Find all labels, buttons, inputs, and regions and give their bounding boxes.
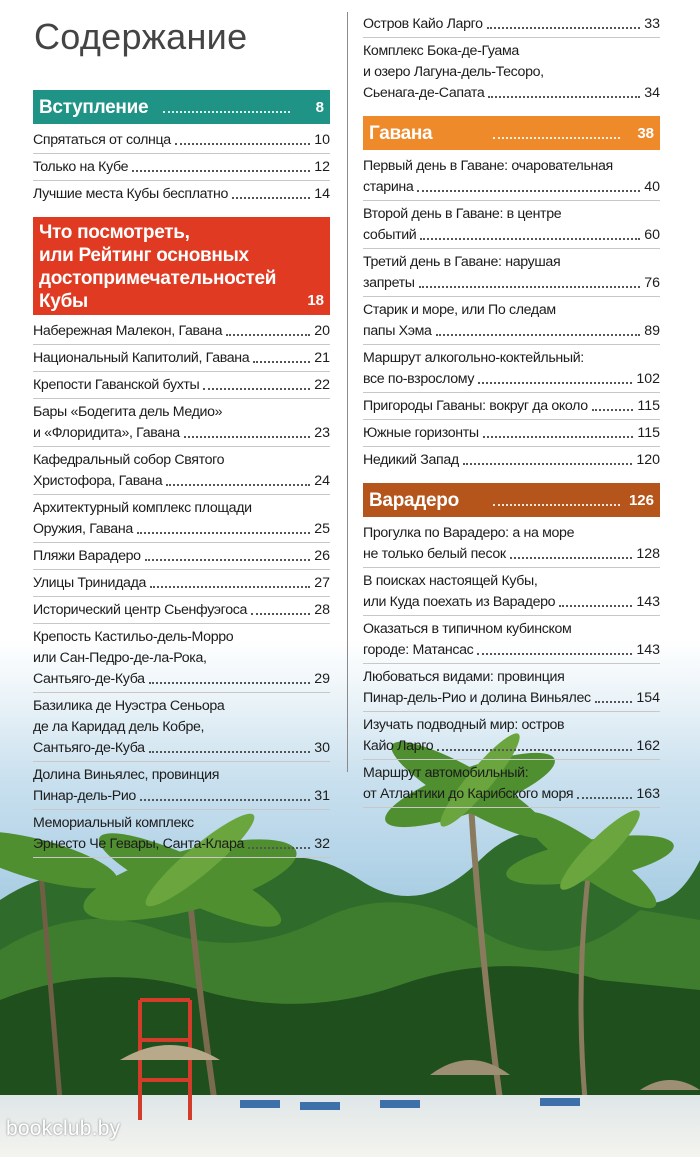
toc-entry-text: городе: Матансас [363, 642, 474, 658]
page-title: Содержание [34, 16, 248, 57]
toc-entry-text: Маршрут алкогольно-коктейльный: [363, 350, 584, 366]
entry-separator [33, 809, 330, 810]
toc-entry[interactable] [363, 252, 660, 294]
entry-separator [363, 615, 660, 616]
toc-entry[interactable] [363, 396, 660, 417]
toc-entry-text: Любоваться видами: провинция [363, 669, 565, 685]
toc-leader-dots [463, 463, 633, 465]
toc-page-number: 26 [314, 548, 330, 564]
section-title: Гавана [369, 123, 433, 144]
entry-separator [33, 398, 330, 399]
toc-page-number: 10 [314, 132, 330, 148]
toc-entry[interactable] [363, 619, 660, 661]
toc-entry-text: Недикий Запад [363, 452, 459, 468]
entry-separator [33, 494, 330, 495]
toc-entry-text: старина [363, 179, 414, 195]
toc-leader-dots [592, 409, 634, 411]
section-page-number: 8 [315, 99, 324, 116]
toc-entry-text: все по-взрослому [363, 371, 475, 387]
toc-page-number: 60 [644, 227, 660, 243]
toc-leader-dots [137, 532, 310, 534]
entry-separator [33, 542, 330, 543]
toc-entry-text: Изучать подводный мир: остров [363, 717, 565, 733]
section-leader-dots [493, 137, 620, 139]
toc-entry-text: Улицы Тринидада [33, 575, 147, 591]
entry-separator [363, 446, 660, 447]
toc-entry[interactable] [33, 375, 330, 396]
toc-leader-dots [145, 559, 311, 561]
section-page-number: 18 [307, 292, 324, 309]
toc-entry-text: Пинар-дель-Рио и долина Виньялес [363, 690, 591, 706]
toc-entry-text: Пляжи Варадеро [33, 548, 141, 564]
toc-entry-text: Долина Виньялес, провинция [33, 767, 220, 783]
section-title: Что посмотреть, или Рейтинг основных достопримечательностей Кубы [39, 222, 277, 312]
section-gap [363, 473, 660, 483]
toc-entry-text: Лучшие места Кубы бесплатно [33, 186, 229, 202]
toc-leader-dots [436, 334, 641, 336]
entry-separator [363, 392, 660, 393]
toc-page-number: 34 [644, 85, 660, 101]
entry-separator [363, 344, 660, 345]
toc-leader-dots [417, 190, 640, 192]
toc-leader-dots [150, 586, 310, 588]
toc-entry[interactable] [33, 130, 330, 151]
toc-leader-dots [203, 388, 310, 390]
toc-page-number: 32 [314, 836, 330, 852]
toc-page-number: 102 [636, 371, 660, 387]
toc-leader-dots [559, 605, 632, 607]
toc-entry[interactable] [363, 41, 660, 104]
toc-entry-text: Христофора, Гавана [33, 473, 163, 489]
entry-separator [33, 446, 330, 447]
toc-entry[interactable] [363, 450, 660, 471]
toc-page-number: 163 [636, 786, 660, 802]
toc-entry[interactable] [33, 600, 330, 621]
toc-entry[interactable] [33, 813, 330, 855]
toc-leader-dots [166, 484, 310, 486]
entry-separator [33, 761, 330, 762]
toc-leader-dots [420, 238, 640, 240]
section-leader-dots [493, 504, 620, 506]
toc-page-number: 143 [636, 642, 660, 658]
toc-page-number: 128 [636, 546, 660, 562]
toc-leader-dots [253, 361, 310, 363]
toc-entry-text: Первый день в Гаване: очаровательная [363, 158, 613, 174]
toc-entry-text: Пригороды Гаваны: вокруг да около [363, 398, 588, 414]
toc-entry-text: Бары «Бодегита дель Медио» [33, 404, 223, 420]
toc-page-number: 25 [314, 521, 330, 537]
toc-leader-dots [478, 382, 632, 384]
toc-entry[interactable] [363, 667, 660, 709]
entry-separator [363, 296, 660, 297]
toc-entry[interactable] [33, 765, 330, 807]
toc-page-number: 23 [314, 425, 330, 441]
toc-entry-text: Остров Кайо Ларго [363, 16, 483, 32]
toc-page-number: 24 [314, 473, 330, 489]
toc-leader-dots [149, 751, 311, 753]
entry-separator [33, 371, 330, 372]
toc-leader-dots [487, 27, 641, 29]
entry-separator [363, 759, 660, 760]
watermark: bookclub.by [6, 1117, 121, 1140]
toc-leader-dots [184, 436, 310, 438]
toc-page-number: 115 [637, 425, 660, 441]
toc-entry[interactable] [33, 696, 330, 759]
toc-entry-text: и «Флоридита», Гавана [33, 425, 180, 441]
toc-entry-text: Спрятаться от солнца [33, 132, 171, 148]
column-divider [347, 12, 348, 772]
toc-leader-dots [232, 197, 310, 199]
entry-separator [363, 807, 660, 808]
entry-separator [363, 419, 660, 420]
toc-entry-text: или Куда поехать из Варадеро [363, 594, 556, 610]
toc-entry[interactable] [33, 184, 330, 205]
toc-right-column [363, 14, 660, 811]
toc-leader-dots [477, 653, 632, 655]
toc-page-number: 28 [314, 602, 330, 618]
toc-entry-text: Комплекс Бока-де-Гуама [363, 43, 519, 59]
toc-entry-text: Оказаться в типичном кубинском [363, 621, 572, 637]
toc-page-number: 27 [314, 575, 330, 591]
toc-entry[interactable] [33, 402, 330, 444]
toc-entry-text: не только белый песок [363, 546, 506, 562]
entry-separator [33, 692, 330, 693]
toc-entry-text: Пинар-дель-Рио [33, 788, 136, 804]
toc-leader-dots [175, 143, 310, 145]
toc-leader-dots [595, 701, 633, 703]
toc-entry-text: Третий день в Гаване: нарушая [363, 254, 561, 270]
toc-leader-dots [488, 96, 640, 98]
toc-entry-text: Национальный Капитолий, Гавана [33, 350, 250, 366]
toc-entry-text: Эрнесто Че Гевары, Санта-Клара [33, 836, 245, 852]
toc-entry-text: Второй день в Гаване: в центре [363, 206, 562, 222]
toc-page-number: 20 [314, 323, 330, 339]
entry-separator [33, 596, 330, 597]
toc-entry-text: папы Хэма [363, 323, 432, 339]
toc-entry[interactable] [363, 523, 660, 565]
section-header[interactable] [33, 90, 330, 124]
entry-separator [33, 180, 330, 181]
section-page-number: 126 [628, 492, 654, 509]
toc-page-number: 154 [636, 690, 660, 706]
toc-entry-text: Кафедральный собор Святого [33, 452, 225, 468]
toc-page-number: 22 [314, 377, 330, 393]
toc-entry-text: Набережная Малекон, Гавана [33, 323, 223, 339]
toc-entry-text: Крепости Гаванской бухты [33, 377, 200, 393]
entry-separator [33, 569, 330, 570]
toc-entry[interactable] [33, 450, 330, 492]
entry-separator [363, 711, 660, 712]
toc-leader-dots [248, 847, 310, 849]
section-header[interactable] [33, 217, 330, 315]
toc-leader-dots [132, 170, 310, 172]
toc-entry-text: де ла Каридад дель Кобре, [33, 719, 205, 735]
toc-leader-dots [226, 334, 310, 336]
toc-entry-text: Прогулка по Варадеро: а на море [363, 525, 575, 541]
entry-separator [363, 663, 660, 664]
toc-entry-text: Сантьяго-де-Куба [33, 740, 145, 756]
toc-entry[interactable] [33, 573, 330, 594]
toc-page-number: 21 [314, 350, 330, 366]
entry-separator [33, 623, 330, 624]
toc-page-number: 12 [314, 159, 330, 175]
toc-entry[interactable] [363, 14, 660, 35]
section-gap [363, 106, 660, 116]
toc-entry-text: Оружия, Гавана [33, 521, 133, 537]
toc-entry-text: Мемориальный комплекс [33, 815, 194, 831]
toc-page-number: 14 [314, 186, 330, 202]
toc-leader-dots [140, 799, 310, 801]
entry-separator [33, 153, 330, 154]
toc-page-number: 162 [636, 738, 660, 754]
toc-entry[interactable] [33, 348, 330, 369]
toc-entry-text: Южные горизонты [363, 425, 479, 441]
toc-left-column [33, 90, 330, 861]
toc-leader-dots [251, 613, 310, 615]
toc-page-number: 89 [644, 323, 660, 339]
toc-entry-text: или Сан-Педро-де-ла-Рока, [33, 650, 207, 666]
toc-entry[interactable] [33, 627, 330, 690]
toc-entry[interactable] [363, 204, 660, 246]
toc-leader-dots [419, 286, 641, 288]
toc-entry[interactable] [363, 300, 660, 342]
toc-entry[interactable] [33, 157, 330, 178]
toc-page-number: 29 [314, 671, 330, 687]
toc-entry-text: Исторический центр Сьенфуэгоса [33, 602, 248, 618]
section-gap [33, 207, 330, 217]
toc-entry[interactable] [33, 321, 330, 342]
toc-entry[interactable] [363, 571, 660, 613]
toc-page-number: 31 [314, 788, 330, 804]
toc-entry-text: запреты [363, 275, 415, 291]
toc-leader-dots [149, 682, 311, 684]
section-header[interactable] [363, 483, 660, 517]
toc-entry-text: Маршрут автомобильный: [363, 765, 529, 781]
toc-entry-text: от Атлантики до Карибского моря [363, 786, 574, 802]
section-title: Варадеро [369, 490, 459, 511]
section-page-number: 38 [637, 125, 654, 142]
entry-separator [363, 37, 660, 38]
toc-entry-text: Сантьяго-де-Куба [33, 671, 145, 687]
entry-separator [33, 857, 330, 858]
entry-separator [363, 567, 660, 568]
toc-page-number: 115 [637, 398, 660, 414]
entry-separator [33, 344, 330, 345]
toc-entry-text: Крепость Кастильо-дель-Морро [33, 629, 234, 645]
toc-entry-text: Базилика де Нуэстра Сеньора [33, 698, 225, 714]
toc-leader-dots [437, 749, 632, 751]
toc-page-number: 143 [636, 594, 660, 610]
toc-entry[interactable] [363, 423, 660, 444]
toc-entry[interactable] [33, 498, 330, 540]
toc-entry[interactable] [33, 546, 330, 567]
toc-leader-dots [483, 436, 634, 438]
toc-entry-text: Только на Кубе [33, 159, 129, 175]
section-header[interactable] [363, 116, 660, 150]
toc-entry[interactable] [363, 156, 660, 198]
entry-separator [363, 200, 660, 201]
toc-entry[interactable] [363, 763, 660, 805]
toc-page-number: 33 [644, 16, 660, 32]
toc-entry-text: Архитектурный комплекс площади [33, 500, 252, 516]
section-title: Вступление [39, 97, 149, 118]
entry-separator [363, 248, 660, 249]
toc-entry-text: и озеро Лагуна-дель-Тесоро, [363, 64, 544, 80]
toc-page-number: 76 [644, 275, 660, 291]
section-leader-dots [163, 111, 290, 113]
toc-entry-text: Сьенага-де-Сапата [363, 85, 485, 101]
toc-entry-text: событий [363, 227, 417, 243]
toc-entry[interactable] [363, 715, 660, 757]
toc-entry-text: В поисках настоящей Кубы, [363, 573, 538, 589]
toc-leader-dots [577, 797, 632, 799]
toc-leader-dots [510, 557, 633, 559]
toc-entry-text: Старик и море, или По следам [363, 302, 556, 318]
toc-page-number: 30 [314, 740, 330, 756]
toc-page-number: 40 [644, 179, 660, 195]
toc-entry[interactable] [363, 348, 660, 390]
toc-entry-text: Кайо Ларго [363, 738, 434, 754]
toc-page-number: 120 [636, 452, 660, 468]
